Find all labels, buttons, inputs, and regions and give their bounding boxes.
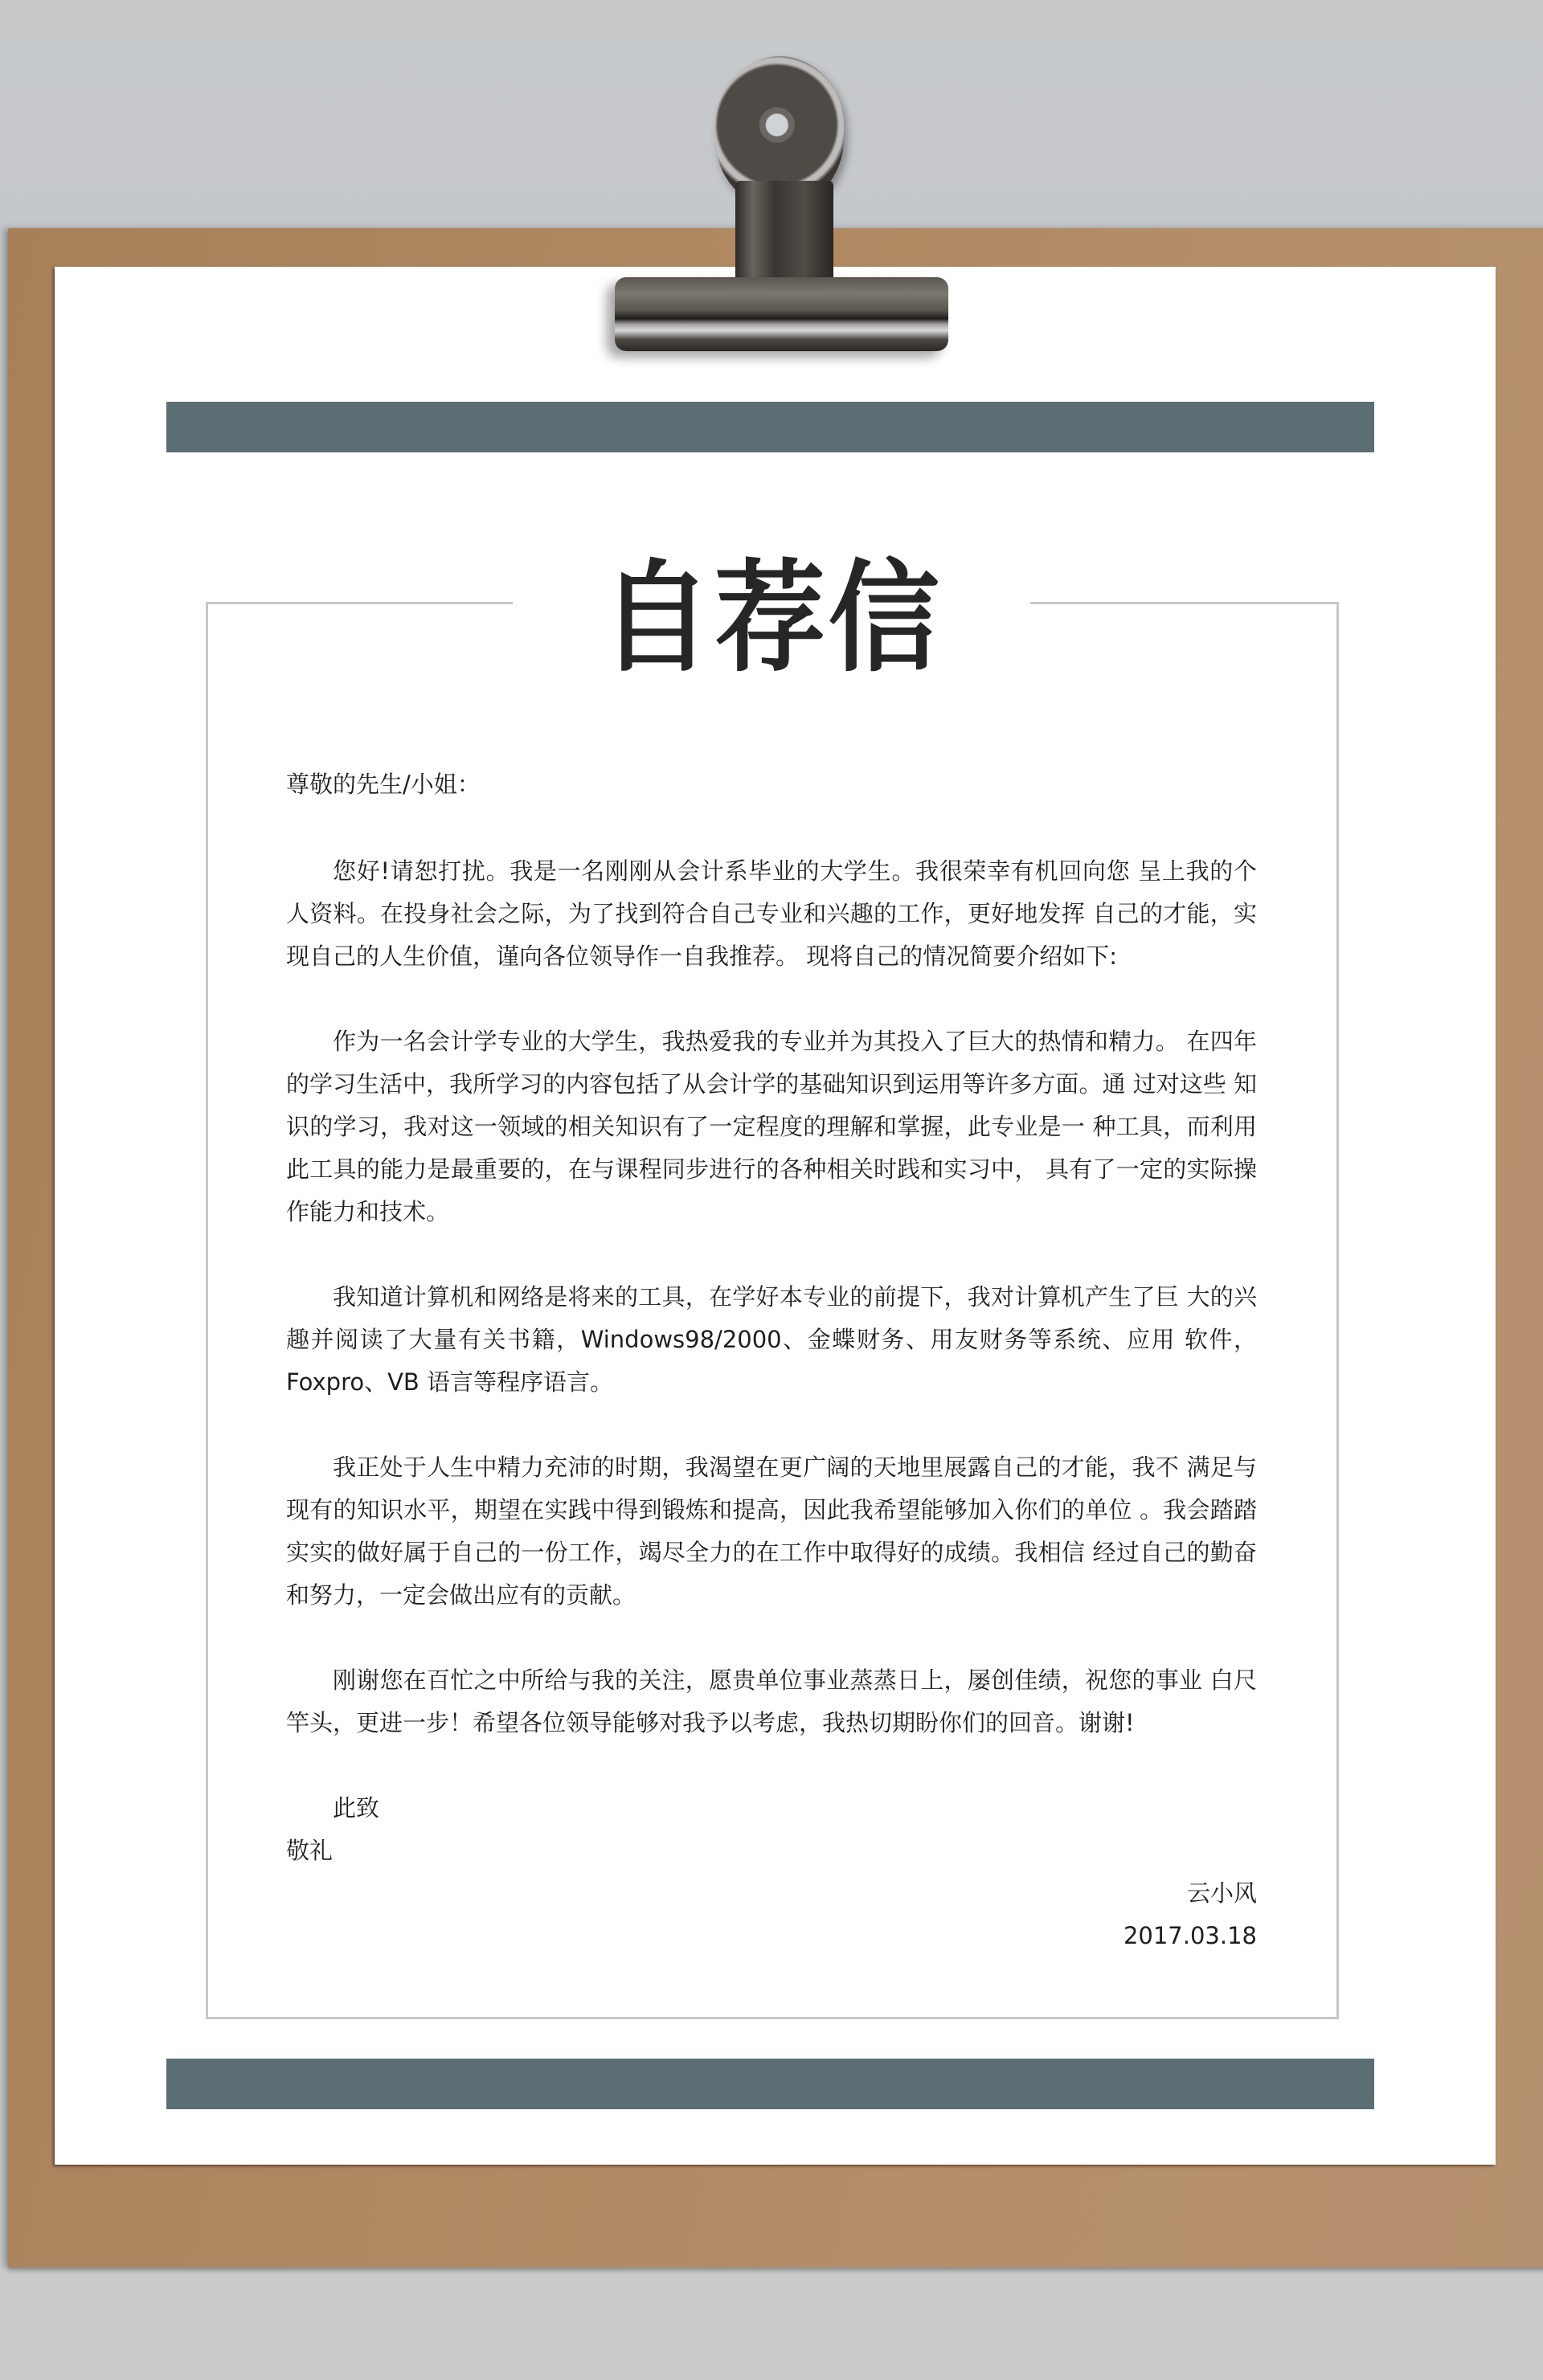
footer-accent-bar <box>166 2059 1374 2109</box>
salutation: 尊敬的先生/小姐： <box>286 771 481 798</box>
paragraph-aspiration: 我正处于人生中精力充沛的时期，我渴望在更广阔的天地里展露自己的才能，我不 满足与现有的知识水平，期望在实践中得到锻炼和提高，因此我希望能够加入你们的单位 。我会踏踏实实的做好属于自己的一份工作，竭尽全力的在工作中取得好的成绩。我相信 经过自己的勤奋和努力，一定会做出应有的贡献。 <box>286 1454 1257 1609</box>
binder-clip-jaw <box>615 277 948 351</box>
header-accent-bar <box>166 402 1374 452</box>
paragraph-major: 作为一名会计学专业的大学生，我热爱我的专业并为其投入了巨大的热情和精力。 在四年的学习生活中，我所学习的内容包括了从会计学的基础知识到运用等许多方面。通 过对这些 知识的学习，我对这一领域的相关知识有了一定程度的理解和掌握，此专业是一 种工具，而利用此工具的能力是最重要的，在与课程同步进行的各种相关时践和实习中， 具有了一定的实际操作能力和技术。 <box>286 1028 1257 1225</box>
closing-line-2: 敬礼 <box>286 1837 334 1864</box>
closing-line-1: 此致 <box>333 1794 380 1822</box>
binder-clip <box>611 48 948 354</box>
frame-top-right-line <box>1030 602 1336 604</box>
page-title: 自荐信 <box>600 549 943 689</box>
frame-top-left-line <box>206 602 513 604</box>
signature-name: 云小风 <box>1186 1879 1257 1907</box>
signature-date: 2017.03.18 <box>1123 1922 1257 1949</box>
paragraph-intro: 您好!请恕打扰。我是一名刚刚从会计系毕业的大学生。我很荣幸有机回向您 呈上我的个人资料。在投身社会之际，为了找到符合自己专业和兴趣的工作，更好地发挥 自己的才能，实现自己的人生价值，谨向各位领导作一自我推荐。 现将自己的情况简要介绍如下: <box>286 857 1257 970</box>
letter-body <box>286 763 1257 1957</box>
paragraph-computer-skills: 我知道计算机和网络是将来的工具，在学好本专业的前提下，我对计算机产生了巨 大的兴趣并阅读了大量有关书籍，Windows98/2000、金蝶财务、用友财务等系统、应用 软件，Foxpro、VB 语言等程序语言。 <box>286 1283 1257 1396</box>
paragraph-thanks: 刚谢您在百忙之中所给与我的关注，愿贵单位事业蒸蒸日上，屡创佳绩，祝您的事业 白尺竿头，更进一步！希望各位领导能够对我予以考虑，我热切期盼你们的回音。谢谢! <box>286 1666 1257 1736</box>
